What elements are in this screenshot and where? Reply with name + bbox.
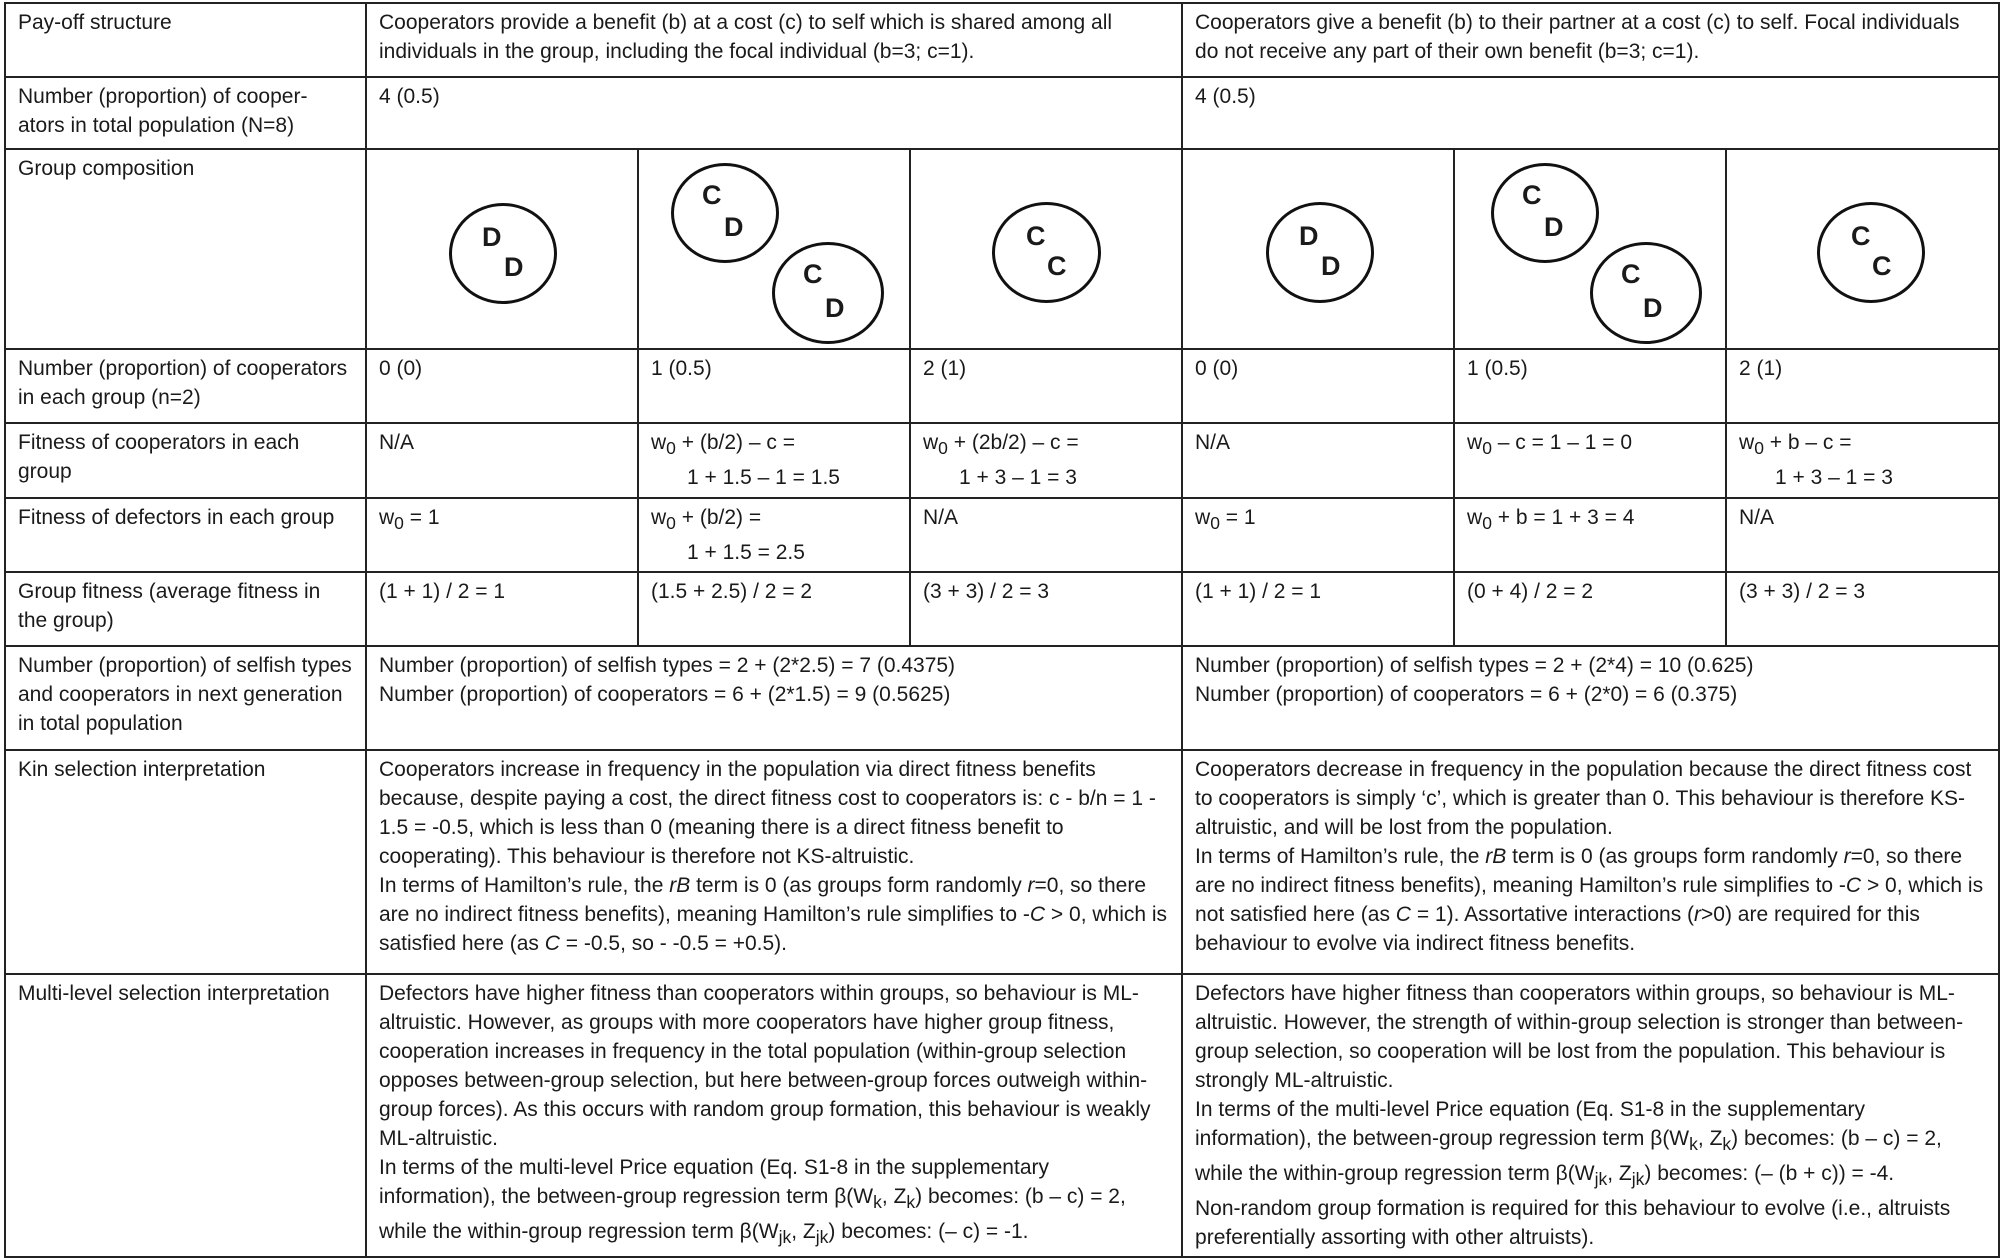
fitness-cell: N/A [910,498,1182,572]
row-label: Kin selection interpretation [5,750,366,974]
fitness-cooperators-row [5,423,1999,498]
letter-d: D [504,252,524,282]
mls-right: Defectors have higher fitness than cooperators within groups, so behaviour is ML-altruistic. However, the strength of within-group selection is stronger than between-group selection, so cooperation will be lost from the population. This behaviour is strongly ML-altruistic. In terms of the multi-level Price equation (Eq. S1-8 in the supplementary information), the between-group regression term $\beta(W_k$, $Z_k$) becomes: (b – c) = 2, while the within-group regression term $\beta(W_{jk}$, $Z_{jk}$) becomes: (– (b + c)) = -4. Non-random group formation is required for this behaviour to evolve (i.e., altruists preferentially assorting with other altruists). [1182,974,1999,1257]
fitness-cell: $w_0 = 1$ [1182,498,1454,572]
kin-right: Cooperators decrease in frequency in the population because the direct fitness cost to cooperators is simply ‘c’, which is greater than 0. This behaviour is therefore KS-altruistic, and will be lost from the population. In terms of Hamilton’s rule, the rB term is 0 (as groups form randomly r=0, so there are no indirect fitness benefits), meaning Hamilton’s rule simplifies to -C > 0, which is not satisfied here (as C = 1). Assortative interactions (r>0) are required for this behaviour to evolve via indirect fitness benefits. [1182,750,1999,974]
row-label: Number (proportion) of cooperators in each group (n=2) [5,349,366,423]
letter-c: C [803,259,823,289]
letter-c: C [1522,180,1542,210]
group-circle [449,203,557,304]
group-cd-left [638,149,910,349]
letter-c: C [1621,259,1641,289]
letter-d: D [1299,221,1319,251]
row-label: Group fitness (average fitness in the group) [5,572,366,646]
fitness-cell: $w_0 + b = 1 + 3 = 4$ [1454,498,1726,572]
row-label: Number (proportion) of selfish types and cooperators in next generation in total population [5,646,366,750]
group-fitness-cell: (0 + 4) / 2 = 2 [1454,572,1726,646]
group-circle [992,202,1101,303]
letter-d: D [1643,293,1663,323]
group-fitness-row [5,572,1999,646]
group-dd-right [1182,149,1454,349]
total-coop-left: 4 (0.5) [366,77,1182,149]
letter-c: C [1872,251,1892,281]
coop-per-group-row [5,349,1999,423]
multi-level-selection-row [5,974,1999,1257]
letter-d: D [724,212,744,242]
row-label: Multi-level selection interpretation [5,974,366,1257]
coop-count-cell: 1 (0.5) [1454,349,1726,423]
group-circle [1817,202,1925,303]
comparison-table [4,2,2000,1258]
group-circle [1266,202,1374,303]
group-circle [671,163,779,263]
payoff-row [5,3,1999,77]
fitness-cell: $w_0 = 1$ [366,498,638,572]
letter-c: C [702,180,722,210]
letter-d: D [825,293,845,323]
group-circle [1491,163,1599,263]
coop-count-cell: 0 (0) [366,349,638,423]
letter-c: C [1026,221,1046,251]
fitness-cell: N/A [1182,423,1454,498]
total-coop-right: 4 (0.5) [1182,77,1999,149]
group-fitness-cell: (1.5 + 2.5) / 2 = 2 [638,572,910,646]
group-circle [772,242,884,344]
coop-count-cell: 0 (0) [1182,349,1454,423]
coop-count-cell: 2 (1) [1726,349,1999,423]
next-gen-left: Number (proportion) of selfish types = 2 + (2*2.5) = 7 (0.4375) Number (proportion) of cooperators = 6 + (2*1.5) = 9 (0.5625) [366,646,1182,750]
kin-left: Cooperators increase in frequency in the population via direct fitness benefits because, despite paying a cost, the direct fitness cost to cooperators is: c - b/n = 1 - 1.5 = -0.5, which is less than 0 (meaning there is a direct fitness benefit to cooperating). This behaviour is therefore not KS-altruistic. In terms of Hamilton’s rule, the rB term is 0 (as groups form randomly r=0, so there are no indirect fitness benefits), meaning Hamilton’s rule simplifies to -C > 0, which is satisfied here (as C = -0.5, so - -0.5 = +0.5). [366,750,1182,974]
row-label: Fitness of defectors in each group [5,498,366,572]
coop-count-cell: 2 (1) [910,349,1182,423]
group-cd-right [1454,149,1726,349]
next-generation-row [5,646,1999,750]
group-fitness-cell: (1 + 1) / 2 = 1 [366,572,638,646]
payoff-left: Cooperators provide a benefit (b) at a cost (c) to self which is shared among all individuals in the group, including the focal individual (b=3; c=1). [366,3,1182,77]
group-fitness-cell: (3 + 3) / 2 = 3 [1726,572,1999,646]
letter-d: D [482,222,502,252]
group-circle [1590,242,1702,344]
mls-left: Defectors have higher fitness than cooperators within groups, so behaviour is ML-altruistic. However, as groups with more cooperators have higher group fitness, cooperation increases in frequency in the total population (within-group selection opposes between-group selection, but here between-group forces outweigh within-group forces). As this occurs with random group formation, this behaviour is weakly ML-altruistic. In terms of the multi-level Price equation (Eq. S1-8 in the supplementary information), the between-group regression term $\beta(W_k$, $Z_k$) becomes: (b – c) = 2, while the within-group regression term $\beta(W_{jk}$, $Z_{jk}$) becomes: (– c) = -1. [366,974,1182,1257]
row-label: Group composition [5,149,366,349]
group-cc-left [910,149,1182,349]
payoff-right: Cooperators give a benefit (b) to their partner at a cost (c) to self. Focal individuals do not receive any part of their own benefit (b=3; c=1). [1182,3,1999,77]
row-label: Pay-off structure [5,3,366,77]
letter-c: C [1047,251,1067,281]
fitness-cell: $w_0 - c = 1 - 1 = 0$ [1454,423,1726,498]
fitness-cell: N/A [366,423,638,498]
group-fitness-cell: (1 + 1) / 2 = 1 [1182,572,1454,646]
row-label: Number (proportion) of cooper-ators in total population (N=8) [5,77,366,149]
next-gen-right: Number (proportion) of selfish types = 2 + (2*4) = 10 (0.625) Number (proportion) of cooperators = 6 + (2*0) = 6 (0.375) [1182,646,1999,750]
group-dd-left [366,149,638,349]
group-cc-right [1726,149,1999,349]
letter-c: C [1851,221,1871,251]
kin-selection-row [5,750,1999,974]
row-label: Fitness of cooperators in each group [5,423,366,498]
letter-d: D [1321,251,1341,281]
fitness-cell: $w_0 + (2b/2) - c$ = 1 + 3 – 1 = 3 [910,423,1182,498]
fitness-cell: $w_0 + (b/2)$ = 1 + 1.5 = 2.5 [638,498,910,572]
fitness-cell: $w_0 + (b/2) - c$ = 1 + 1.5 – 1 = 1.5 [638,423,910,498]
group-fitness-cell: (3 + 3) / 2 = 3 [910,572,1182,646]
fitness-cell: N/A [1726,498,1999,572]
group-composition-row [5,149,1999,349]
fitness-cell: $w_0 + b - c$ = 1 + 3 – 1 = 3 [1726,423,1999,498]
letter-d: D [1544,212,1564,242]
fitness-defectors-row [5,498,1999,572]
coop-count-cell: 1 (0.5) [638,349,910,423]
total-cooperators-row [5,77,1999,149]
